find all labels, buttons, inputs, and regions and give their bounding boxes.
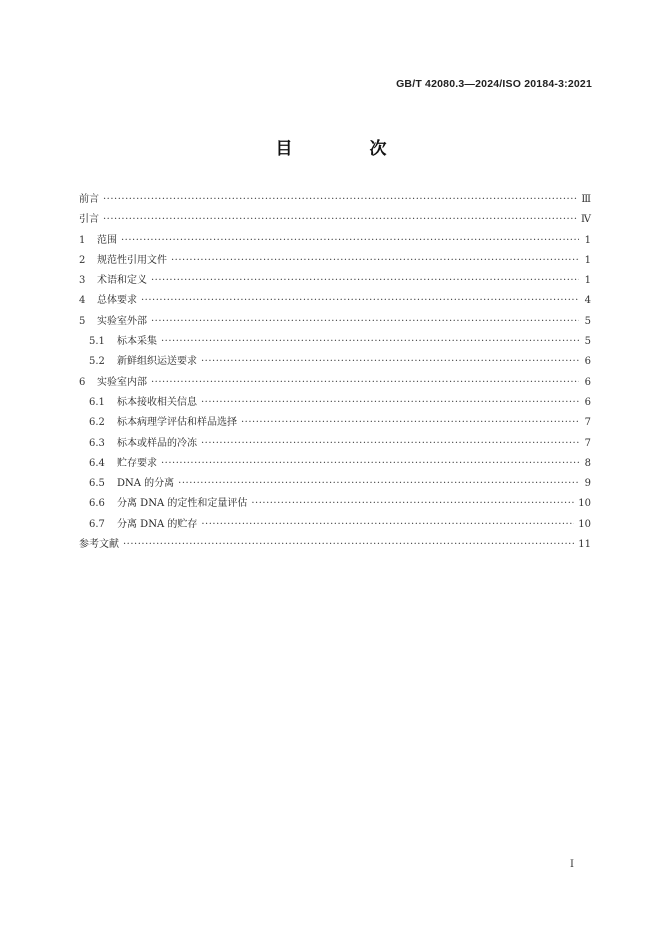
- toc-entry-label: 分离 DNA 的贮存: [117, 518, 198, 530]
- toc-entry[interactable]: [79, 494, 591, 514]
- toc-entry-label: 术语和定义: [97, 275, 147, 287]
- toc-entry-label: 标本采集: [117, 336, 157, 348]
- toc-entry[interactable]: [79, 332, 591, 352]
- toc-entry-number: 5.2: [89, 356, 105, 368]
- standard-code: GB/T 42080.3—2024/ISO 20184-3:2021: [396, 78, 592, 90]
- toc-entry-page: 10: [578, 498, 591, 510]
- toc-entry-page: 11: [578, 539, 591, 551]
- toc-entry-label: 新鲜组织运送要求: [117, 356, 197, 368]
- toc-entry-page: 5: [584, 315, 591, 327]
- toc-entry-page: 7: [584, 417, 591, 429]
- page-title: 目 次: [275, 139, 417, 159]
- toc-dot-leader: [151, 275, 579, 286]
- toc-dot-leader: [151, 377, 579, 388]
- toc-entry-page: 9: [584, 478, 591, 490]
- toc-entry[interactable]: [79, 515, 591, 535]
- toc-entry-number: 5.1: [89, 336, 105, 348]
- toc-dot-leader: [123, 539, 574, 550]
- toc-dot-leader: [103, 214, 577, 225]
- toc-entry[interactable]: [79, 352, 591, 372]
- toc-entry-page: 10: [578, 518, 591, 530]
- toc-entry-label: 参考文献: [79, 539, 119, 551]
- toc-entry-number: 6.7: [89, 518, 105, 530]
- toc-entry[interactable]: [79, 535, 591, 555]
- toc-entry[interactable]: [79, 190, 591, 210]
- toc-entry-number: 6: [79, 376, 86, 388]
- toc-entry-label: 标本接收相关信息: [117, 396, 197, 408]
- toc-entry-label: 标本病理学评估和样品选择: [117, 417, 237, 429]
- toc-entry-label: 实验室内部: [97, 376, 147, 388]
- toc-entry-page: 8: [584, 457, 591, 469]
- toc-entry[interactable]: [79, 251, 591, 271]
- toc-entry[interactable]: [79, 291, 591, 311]
- toc-entry[interactable]: [79, 454, 591, 474]
- toc-entry[interactable]: [79, 474, 591, 494]
- toc-dot-leader: [201, 438, 579, 449]
- toc-entry-number: 1: [79, 234, 86, 246]
- toc-dot-leader: [103, 194, 577, 205]
- toc-entry-number: 3: [79, 275, 86, 287]
- toc-entry-page: 4: [584, 295, 591, 307]
- toc-dot-leader: [178, 478, 579, 489]
- toc-entry[interactable]: [79, 312, 591, 332]
- page-number: I: [570, 859, 574, 870]
- toc-entry-page: Ⅳ: [581, 214, 591, 226]
- toc-dot-leader: [141, 295, 579, 306]
- toc-entry-page: Ⅲ: [581, 194, 591, 205]
- toc-entry-label: 总体要求: [97, 295, 137, 307]
- toc-entry-page: 5: [584, 336, 591, 348]
- toc-dot-leader: [241, 417, 579, 428]
- toc-entry-number: 6.6: [89, 498, 105, 510]
- toc-entry-page: 1: [584, 234, 591, 246]
- toc-entry-number: 6.3: [89, 437, 105, 449]
- toc-entry-number: 6.1: [89, 396, 105, 408]
- toc-entry-page: 1: [584, 275, 591, 287]
- toc-dot-leader: [161, 336, 579, 347]
- toc-entry[interactable]: [79, 413, 591, 433]
- toc-entry-label: 标本或样品的冷冻: [117, 437, 197, 449]
- toc-entry-number: 5: [79, 315, 86, 327]
- toc-entry-page: 6: [584, 396, 591, 408]
- toc-entry[interactable]: [79, 271, 591, 291]
- toc-entry[interactable]: [79, 231, 591, 251]
- toc-entry-label: 规范性引用文件: [97, 254, 167, 266]
- table-of-contents: [79, 190, 591, 555]
- toc-entry-page: 6: [584, 356, 591, 368]
- toc-dot-leader: [201, 356, 579, 367]
- toc-entry-label: 前言: [79, 194, 99, 205]
- toc-entry-number: 6.5: [89, 478, 105, 490]
- toc-entry-label: 范围: [97, 234, 117, 246]
- toc-entry-number: 4: [79, 295, 86, 307]
- toc-entry-label: 分离 DNA 的定性和定量评估: [117, 498, 248, 510]
- toc-entry[interactable]: [79, 393, 591, 413]
- toc-dot-leader: [161, 458, 579, 469]
- toc-entry[interactable]: [79, 210, 591, 230]
- toc-entry[interactable]: [79, 373, 591, 393]
- toc-entry[interactable]: [79, 434, 591, 454]
- toc-entry-number: 2: [79, 254, 86, 266]
- toc-entry-number: 6.4: [89, 457, 105, 469]
- toc-dot-leader: [151, 316, 579, 327]
- toc-entry-page: 1: [584, 254, 591, 266]
- toc-entry-number: 6.2: [89, 417, 105, 429]
- toc-entry-label: DNA 的分离: [117, 478, 175, 490]
- toc-entry-page: 7: [584, 437, 591, 449]
- toc-dot-leader: [201, 397, 579, 408]
- toc-dot-leader: [251, 498, 574, 509]
- toc-entry-label: 实验室外部: [97, 315, 147, 327]
- toc-entry-label: 引言: [79, 214, 99, 226]
- toc-dot-leader: [201, 519, 574, 530]
- toc-dot-leader: [171, 255, 579, 266]
- toc-entry-label: 贮存要求: [117, 457, 157, 469]
- toc-entry-page: 6: [584, 376, 591, 388]
- toc-dot-leader: [121, 235, 579, 246]
